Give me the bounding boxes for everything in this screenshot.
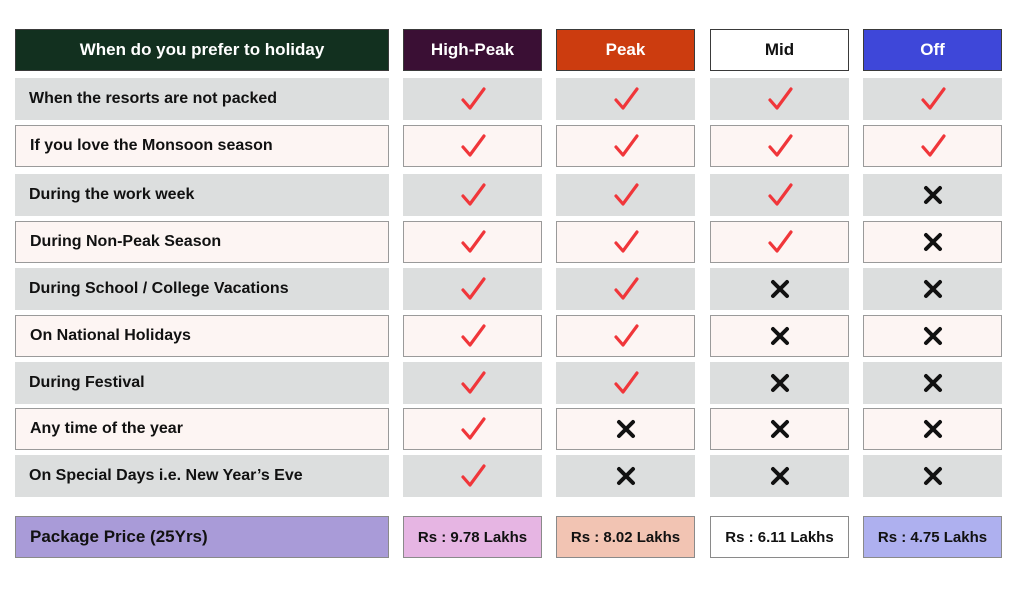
package-price-label: Package Price (25Yrs) bbox=[15, 516, 389, 558]
row-label: During School / College Vacations bbox=[15, 268, 389, 310]
check-mark-icon bbox=[460, 182, 486, 208]
check-mark-icon bbox=[613, 323, 639, 349]
mark-cell bbox=[710, 362, 849, 404]
row-label: During Festival bbox=[15, 362, 389, 404]
cross-mark-icon bbox=[770, 466, 790, 486]
check-mark-icon bbox=[767, 229, 793, 255]
mark-cell bbox=[556, 268, 695, 310]
mark-cell bbox=[710, 268, 849, 310]
mark-cell bbox=[863, 221, 1002, 263]
check-mark-icon bbox=[613, 182, 639, 208]
mark-cell bbox=[863, 455, 1002, 497]
check-mark-icon bbox=[613, 86, 639, 112]
column-header-high-peak: High-Peak bbox=[403, 29, 542, 71]
row-label: During Non-Peak Season bbox=[15, 221, 389, 263]
mark-cell bbox=[710, 78, 849, 120]
mark-cell bbox=[863, 125, 1002, 167]
mark-cell bbox=[556, 408, 695, 450]
check-mark-icon bbox=[613, 229, 639, 255]
check-mark-icon bbox=[920, 86, 946, 112]
check-mark-icon bbox=[460, 370, 486, 396]
check-mark-icon bbox=[460, 229, 486, 255]
check-mark-icon bbox=[460, 86, 486, 112]
mark-cell bbox=[863, 174, 1002, 216]
mark-cell bbox=[556, 174, 695, 216]
mark-cell bbox=[710, 221, 849, 263]
mark-cell bbox=[403, 362, 542, 404]
mark-cell bbox=[556, 125, 695, 167]
check-mark-icon bbox=[460, 416, 486, 442]
cross-mark-icon bbox=[770, 326, 790, 346]
package-price-value: Rs : 6.11 Lakhs bbox=[710, 516, 849, 558]
cross-mark-icon bbox=[616, 419, 636, 439]
check-mark-icon bbox=[767, 86, 793, 112]
cross-mark-icon bbox=[923, 232, 943, 252]
mark-cell bbox=[863, 315, 1002, 357]
mark-cell bbox=[556, 221, 695, 263]
column-header-off: Off bbox=[863, 29, 1002, 71]
row-label: On Special Days i.e. New Year’s Eve bbox=[15, 455, 389, 497]
row-label: When the resorts are not packed bbox=[15, 78, 389, 120]
cross-mark-icon bbox=[923, 185, 943, 205]
cross-mark-icon bbox=[923, 373, 943, 393]
cross-mark-icon bbox=[770, 419, 790, 439]
mark-cell bbox=[403, 268, 542, 310]
mark-cell bbox=[863, 78, 1002, 120]
mark-cell bbox=[710, 455, 849, 497]
mark-cell bbox=[403, 455, 542, 497]
question-header: When do you prefer to holiday bbox=[15, 29, 389, 71]
package-price-value: Rs : 4.75 Lakhs bbox=[863, 516, 1002, 558]
mark-cell bbox=[556, 315, 695, 357]
mark-cell bbox=[403, 125, 542, 167]
check-mark-icon bbox=[613, 370, 639, 396]
check-mark-icon bbox=[767, 133, 793, 159]
check-mark-icon bbox=[613, 133, 639, 159]
check-mark-icon bbox=[920, 133, 946, 159]
mark-cell bbox=[403, 408, 542, 450]
mark-cell bbox=[863, 408, 1002, 450]
mark-cell bbox=[863, 268, 1002, 310]
mark-cell bbox=[556, 362, 695, 404]
mark-cell bbox=[556, 455, 695, 497]
cross-mark-icon bbox=[923, 466, 943, 486]
check-mark-icon bbox=[460, 323, 486, 349]
mark-cell bbox=[403, 78, 542, 120]
row-label: If you love the Monsoon season bbox=[15, 125, 389, 167]
check-mark-icon bbox=[460, 276, 486, 302]
check-mark-icon bbox=[460, 133, 486, 159]
cross-mark-icon bbox=[770, 373, 790, 393]
mark-cell bbox=[403, 221, 542, 263]
package-price-value: Rs : 8.02 Lakhs bbox=[556, 516, 695, 558]
cross-mark-icon bbox=[923, 279, 943, 299]
column-header-peak: Peak bbox=[556, 29, 695, 71]
mark-cell bbox=[710, 125, 849, 167]
check-mark-icon bbox=[613, 276, 639, 302]
mark-cell bbox=[710, 315, 849, 357]
row-label: Any time of the year bbox=[15, 408, 389, 450]
mark-cell bbox=[863, 362, 1002, 404]
cross-mark-icon bbox=[923, 326, 943, 346]
row-label: During the work week bbox=[15, 174, 389, 216]
mark-cell bbox=[403, 174, 542, 216]
package-price-value: Rs : 9.78 Lakhs bbox=[403, 516, 542, 558]
row-label: On National Holidays bbox=[15, 315, 389, 357]
mark-cell bbox=[710, 174, 849, 216]
mark-cell bbox=[403, 315, 542, 357]
mark-cell bbox=[710, 408, 849, 450]
cross-mark-icon bbox=[923, 419, 943, 439]
cross-mark-icon bbox=[770, 279, 790, 299]
mark-cell bbox=[556, 78, 695, 120]
column-header-mid: Mid bbox=[710, 29, 849, 71]
check-mark-icon bbox=[767, 182, 793, 208]
check-mark-icon bbox=[460, 463, 486, 489]
cross-mark-icon bbox=[616, 466, 636, 486]
